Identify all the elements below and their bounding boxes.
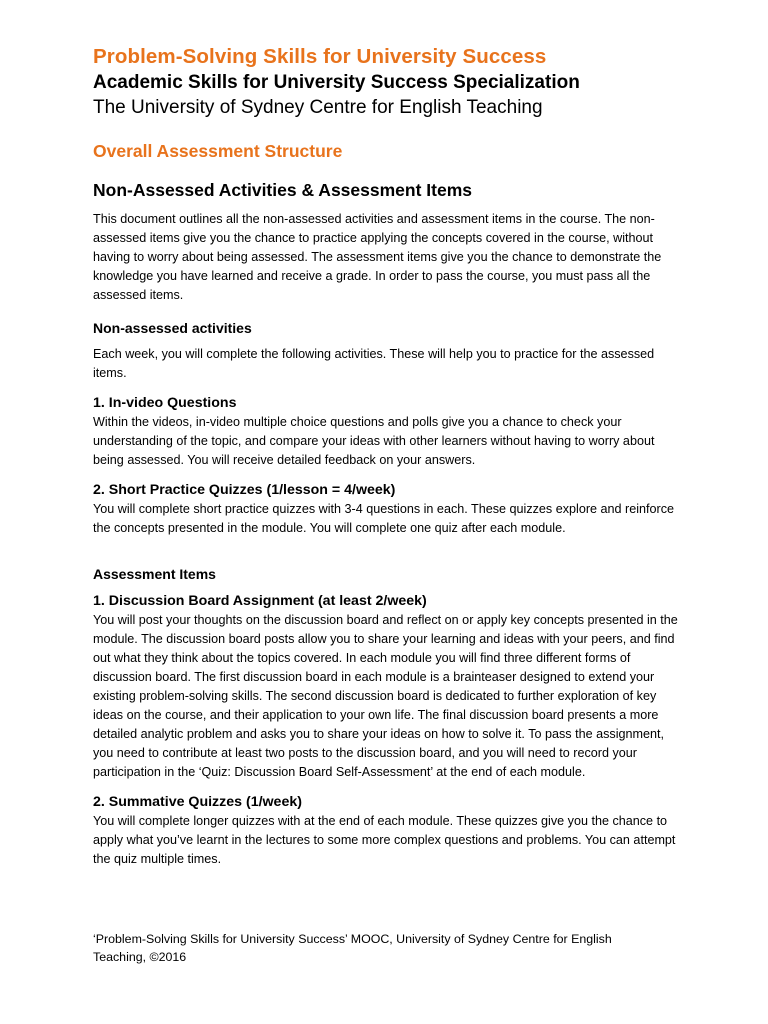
- practice-quizzes-body: You will complete short practice quizzes with 3-4 questions in each. These quizzes explore and reinforce the concepts presented in the module. You will complete one quiz after each module.: [93, 502, 675, 535]
- document-heading: Non-Assessed Activities & Assessment Items: [93, 180, 472, 200]
- non-assessed-heading: Non-assessed activities: [93, 320, 252, 336]
- assessment-items-heading: Assessment Items: [93, 566, 216, 582]
- page-footer: ‘Problem-Solving Skills for University Success’ MOOC, University of Sydney Centre for English Teaching, ©2016: [93, 932, 612, 964]
- summative-quizzes-heading: 2. Summative Quizzes (1/week): [93, 794, 302, 810]
- summative-quizzes-body: You will complete longer quizzes with at the end of each module. These quizzes give you the chance to apply what you’ve learnt in the lectures to some more complex questions and problems. You can attempt the quiz multiple times.: [93, 814, 676, 866]
- discussion-board-heading: 1. Discussion Board Assignment (at least 2/week): [93, 593, 427, 609]
- section-title: Overall Assessment Structure: [93, 141, 343, 161]
- in-video-questions-heading: 1. In-video Questions: [93, 395, 237, 411]
- intro-paragraph: This document outlines all the non-assessed activities and assessment items in the course. The non-assessed items give you the chance to practice applying the concepts covered in the course, without having to worry about being assessed. The assessment items give you the chance to demonstrate the knowledge you have learned and receive a grade. In order to pass the course, you must pass all the assessed items.: [93, 212, 662, 302]
- institution-name: The University of Sydney Centre for English Teaching: [93, 97, 543, 118]
- discussion-board-body: You will post your thoughts on the discussion board and reflect on or apply key concepts presented in the module. The discussion board posts allow you to share your learning and ideas with your peers, and find out what they think about the topics covered. In each module you will find three different forms of discussion board. The first discussion board in each module is a brainteaser designed to extend your existing problem-solving skills. The second discussion board is dedicated to further exploration of key ideas on the course, and their application to your own life. The final discussion board presents a more detailed analytic problem and asks you to share your ideas on how to solve it. To pass the assignment, you need to contribute at least two posts to the discussion board, and you will need to record your participation in the ‘Quiz: Discussion Board Self-Assessment’ at the end of each module.: [93, 613, 678, 779]
- document-page: [93, 44, 678, 869]
- specialization-title: Academic Skills for University Success Specialization: [93, 72, 580, 93]
- in-video-questions-body: Within the videos, in-video multiple choice questions and polls give you a chance to check your understanding of the topic, and compare your ideas with other learners without having to worry about being assessed. You will receive detailed feedback on your answers.: [93, 415, 655, 467]
- course-title: Problem-Solving Skills for University Success: [93, 45, 547, 68]
- practice-quizzes-heading: 2. Short Practice Quizzes (1/lesson = 4/week): [93, 482, 396, 498]
- non-assessed-intro: Each week, you will complete the following activities. These will help you to practice for the assessed items.: [93, 347, 655, 380]
